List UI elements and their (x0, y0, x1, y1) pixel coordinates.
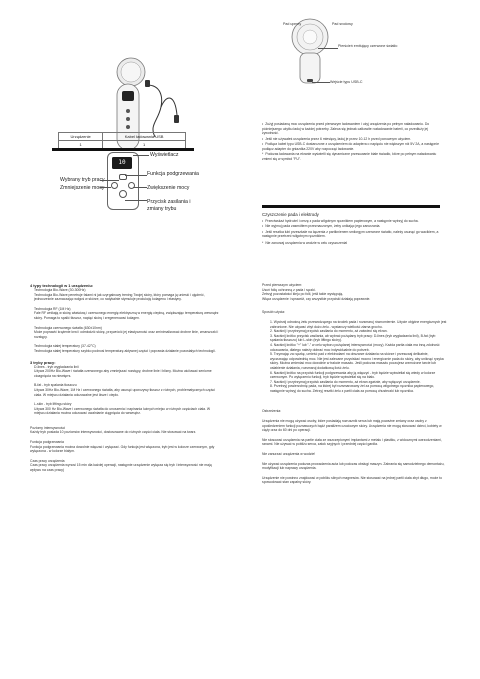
power-button[interactable] (119, 190, 127, 198)
label-power-button: Przycisk zasilania i zmiany trybu (147, 199, 191, 212)
leader-line (100, 187, 111, 188)
plus-button[interactable] (128, 182, 135, 189)
tech-text: Może poprawić krążenie krwi i odmłodzić skórę, przywrócić jej elastyczność oraz zminimalizować drobne linie, zmarszczki i rozstępy. (34, 330, 219, 339)
section-divider-bar (52, 148, 194, 151)
mode-name: L-skin - tryb liftingu skóry (34, 402, 72, 407)
table-header: Kabel ładowania USB (103, 133, 186, 141)
charging-note: • Zużyj posiadaną moc urządzenia przed pierwszym ładowaniem i użyj urządzenia po pełnym naładowaniu. Do późniejszego użytku ładuj w każdej potrzeby. Zaleca się jednak całkowite rozładowanie baterii, co przedłuży jej żywotność. (262, 122, 440, 136)
usage-step: 8. Przetrzyj powierzchnię pada, na której był rozsmarowany żel za pomocą wilgotnego ręcznika papierowego, następnie wytrzyj do sucha. Zetrzyj resztki żelu z partii ciała za pomocą chusteczki lub ręcznika. (270, 384, 435, 393)
tech-name: Technologia RF (1M Hz) (34, 306, 71, 311)
leader-line (125, 175, 147, 176)
cleaning-section (262, 212, 440, 246)
heating-title: Funkcja podgrzewania (30, 440, 64, 445)
mode-name: D-lines - tryb wygładzania linii (34, 364, 79, 369)
warning-text: Urządzenie nie powinno znajdować w pobliżu silnych magnesów. Nie stosować na jednej partii ciała zbyt długo, może to spowodować stan zapalny skóry. (262, 475, 442, 485)
charging-note: • Podłącz kabel typu USB-C dostarczone z urządzeniem do adaptera o napięciu nie większym niż 5V 2A, a następnie podłącz adapter do gniazdka 220V aby rozpocząć ładowanie. (262, 142, 440, 151)
table-header: Urządzenie (59, 133, 103, 141)
charging-note: • Jeśli nie używałeś urządzenia przez 6 miesięcy, ładuj je przez 10-12 h przed ponownym użyciem. (262, 137, 440, 142)
cleaning-item: • Przeciwskaż hydrożel i cerzę z pada wilgotnym ręcznikiem papierowym, a następnie wytrzyj do sucha. (262, 219, 440, 224)
cleaning-item: • Jeśli resztka lubi przeszkale na łączenia z partiknienem smilorgym czerwone światło, należy usunąć go wacikiem, a następnie przetrzeć wilgotnym ręcznikiem. (262, 230, 440, 239)
warning-text: Nie zanurzać urządzenia w wodzie! (262, 452, 316, 457)
leader-line (318, 48, 338, 49)
usage-step: 5. Trzymając za rączkę, umieść pad z elektrodami na obszarze działania na skórze i przesuwaj delikatnie, wyczuwając odpowiednią moc. Nie jest zalecane przyciskać mocno i energicznie pada do skóry, aby uniknąć ryzyka skóry. Można zmieniać moc dowolnie w trakcie masażu. Jeśli podczas masażu poczujesz wzmożone tarcie lub osłabienie działania, rozsmaruj dodatkową ilość żelu. (270, 352, 444, 370)
label-pad-middle: Pad srodowy (332, 22, 353, 26)
leader-line (133, 155, 149, 156)
table-cell: 1 (59, 141, 103, 149)
mode-text: Używa 300 Hz Bio-Wave i czerwonego światła do unoszenia i napinania luźnych miejsc w różnych częściach ciała. W miejscu działania można odczuwać uwalnianie ciągnięcia do wewnątrz. (34, 406, 211, 416)
before-use-line: Usuń folię ochronną z pada i rączki. (262, 287, 316, 292)
screen-reading: 10 (118, 159, 126, 166)
minus-button[interactable] (111, 182, 118, 189)
work-modes-title: 3 tryby pracy: (30, 359, 56, 365)
leader-line (125, 200, 147, 201)
label-pad-upper: Pad upmey (283, 22, 302, 26)
warning-text: Nie używać urządzenia podczas prowadzenia auta lub podczas obsługi maszyn. Zabrania się samodzielnego demontażu, modyfikacji lub naprawy urządzenia. (262, 461, 445, 471)
cleaning-star-note: * Nie zanurzaj urządzenia w wodzie w celu czyszczenia! (262, 241, 440, 246)
usage-step: 4. Naciśnij krótko "+" lub "-" w celu wyboru pożądanej intensywności (mocy). Każda partia ciała ma inną zdolność odczuwania, dlatego należy dobrać moc indywidualnie do potrzeb. (270, 342, 440, 352)
label-pad-ring: Pierścień emitujący czerwone światło (338, 44, 398, 48)
label-usb-port: Wejście typu USB-C (330, 80, 363, 84)
cleaning-item: • Nie wyjmuj pada zasmółtem przeznaczonym, żeby unikając jego zanurzania. (262, 224, 440, 229)
tech-name: Technologia czerwonego światła (630±10nm) (34, 325, 102, 330)
tech-name: Technologia stałej temperatury (37-42°C) (34, 344, 96, 349)
usage-step: 3. Naciśnij krótko przycisk zasilania, ab wybrać pożądany tryb pracy: D-lines (tryb wygładzania linii), B-fat (tryb spalania tłuszczu) lub L-skin (tryb liftingu skóry). (270, 333, 436, 343)
warnings-title: Ostrzeżenia: (262, 409, 282, 414)
leader-line (312, 82, 330, 83)
work-time-text: Czas pracy urządzenia wynosi 15 min dla każdej operacji, następnie urządzenie wyłącza się tryb i intensywność nie mają wpływu na czas pracy) (30, 463, 212, 473)
cleaning-title: Czyszczenie pada i elektrody (262, 212, 319, 217)
work-time-title: Czas pracy urządzenia (30, 458, 65, 463)
usage-step: 7. Naciśnij i przytrzymaj przycisk zasilania do momentu, aż ekran zgaśnie, aby wyłączyć urządzenie. (270, 379, 421, 384)
levels-title: Poziomy intensywności (30, 425, 66, 430)
label-decrease-power: Zmniejszenie mocy (60, 185, 105, 191)
usage-section (262, 283, 447, 485)
label-display: Wyświetlacz (150, 152, 179, 158)
before-use-line: Włącz urządzenie i sprawdź, czy wszystkie przyciski działają poprawnie. (262, 296, 371, 301)
usage-step: 2. Naciśnij i przytrzymaj przycisk zasilania do momentu, aż zaświeci się ekran. (270, 329, 388, 334)
table-cell: 1 (103, 141, 186, 149)
levels-text: Każdy tryb posiada 10 poziomów intensywności, dostosowane do różnych części ciała. Nie stosować na twarz. (30, 430, 197, 435)
device-screen (112, 157, 132, 169)
usage-step: 6. Naciśnij krótko na przycisk funkcji podgrzewania aby ją włączyć - tryb będzie wyświetlał się wtedy w kolorze czerwonym. Po wyłączeniu funkcji, tryb będzie wyświetlał się na biało. (270, 370, 436, 380)
charging-notes (262, 122, 440, 162)
technologies-section (30, 283, 220, 473)
leader-line (100, 180, 119, 181)
technologies-title: 4 typy technologii w 1 urządzeniu: (30, 283, 94, 288)
label-select-mode: Wybrany tryb pracy (60, 177, 105, 183)
tech-text: Technologia Bio-Wave penetruje falami ni jak czyrgalnowy trening Twojej skóry, który pomaga ją uniesić i ujędrnić, jednocześnie zaznaczając wdgoś w skórze, co radykalnie stymuluje produkcję kolagenu i elastyny. (34, 292, 205, 302)
heating-text: Funkcja podgrzewania można dowolnie włączać i wyłączać. Gdy funkcja jest włączona, tryb jest w kolorze czerwonym, gdy wyłączona - w kolorze białym. (30, 444, 215, 454)
before-use-line: Zetrzyj pozostałości kleju po folii, jeśli takie występują. (262, 292, 344, 297)
tech-text: Fale RF wnikają w skórę właściwą i czerwonego energię elektryczną w energię cieplną, zwiększając temperaturę wewnątrz skóry. Pomaga to spalić tłuszcz, napiąć skórę i zregenerować kolagen. (34, 311, 219, 320)
mode-text: Używa 200Hz Bio-Wave i światła czerwonego aby zmniejszać rozstępy, drobne linie i blizny. Można uśćiuwać seniorne cioagnięcia na niewtęrrs. (34, 369, 212, 378)
mode-text: Używa 30Hz Bio-Wave, 1M Hz i czerwonego światła, aby usunąć uporczywy tłuszcz z różnych, problematycznych części ciała. W miejscu działania odczuwalne jest lższe i ciepło. (34, 387, 215, 397)
warning-text: Urządzenia nie mogą używać osoby, które posiadają rozrusznik serca lub mają poważne zmiany oraz osoby z upośledzeniem funkcji poznawczych bądź paraliżem czuciowym skóry. Urządzenia nie mogą stosować dzieci, kobiety w ciąży oraz do 60 dni po operacji. (262, 419, 442, 433)
mode-name: B-fat - tryb spalania tłuszczu (34, 383, 77, 388)
section-divider-bar (262, 205, 440, 208)
leader-line (133, 187, 147, 188)
package-contents-table (58, 132, 186, 149)
label-heating: Funkcja podgrzewania (147, 171, 199, 177)
usage-step: 1. Wycisnij odnośną żelu przewodzącego na środek pada i rozsmaruj równomiernie. Użycie objętne energicznych jest zabronione. Nie używać zbyt dużo żelu - wystarczy wielkość ziarna grochu. (270, 319, 447, 329)
tech-text: Technologia stałej temperatury szybko podnosi temperaturę aktywnej części i poprawia działanie pozostałych technologii. (34, 348, 216, 353)
warning-text: Nie stosować urządzenia na partie ciała ze wszczepionymi implantami z metalu i plastiku, z widocznymi owrzodzeniami, ranami. Nie używać w pobliżu serca, zatok szyjnych i przedniej części gardła. (262, 437, 442, 447)
before-use-title: Przed pierwszym użyciem: (262, 283, 303, 287)
label-increase-power: Zwiększenie mocy (147, 185, 190, 191)
charging-star-note: * Podczas ładowania na ekranie wyświetli się dynamiczne przesuwanie białe świadło, które po pełnym naładowaniu zmieni się w symbol "FU". (262, 152, 440, 161)
usage-title: Sposób użycia: (262, 310, 285, 315)
tech-name: Technologia Bio-Wave (30-300Hz) (34, 288, 86, 292)
